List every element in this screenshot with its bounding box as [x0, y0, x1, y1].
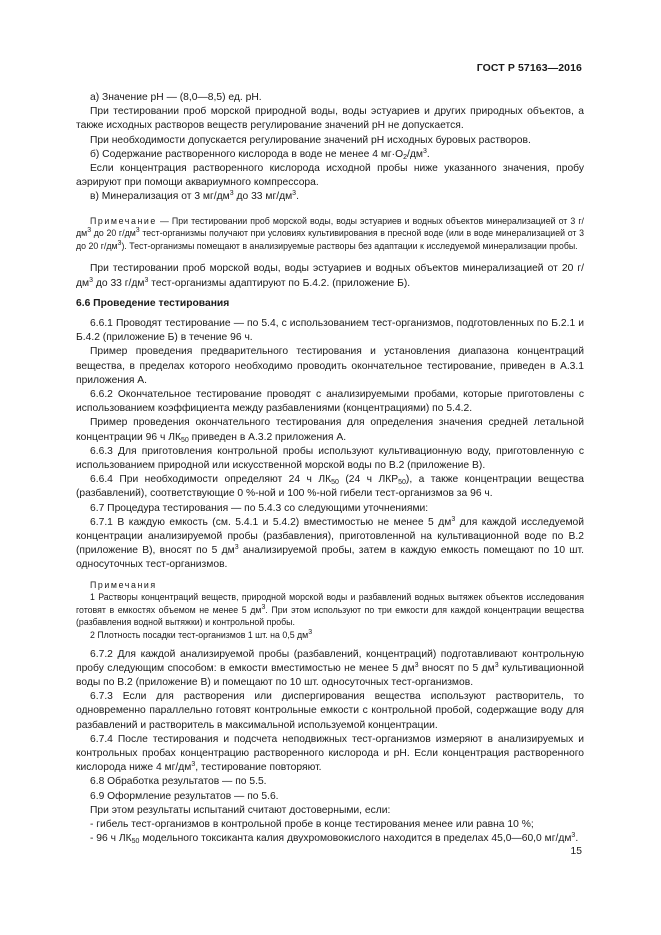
paragraph: При тестировании проб морской природной воды, воды эстуариев и других природных объектов, а также исходных растворов веществ регулирование значений pH не допускается.	[76, 106, 584, 132]
paragraph-6-7: 6.7 Процедура тестирования — по 5.4.3 со следующими уточнениями:	[90, 502, 429, 514]
paragraph: Пример проведения окончательного тестирования для определения значения средней летальной концентрации 96 ч $ЛК_{50}$ приведен в А.3.2 приложения А.	[76, 417, 584, 444]
notes-label: Примечания	[90, 579, 157, 590]
paragraph: При необходимости допускается регулирование значений pH исходных буровых растворов.	[90, 134, 531, 146]
list-item: - гибель тест-организмов в контрольной пробе в конце тестирования менее или равна 10 %;	[90, 819, 534, 831]
paragraph-oxygen: б) Содержание растворенного кислорода в воде не менее 4 $мг\cdot O_2/дм^3$.	[90, 147, 430, 161]
note-block: Примечание — При тестировании проб морской воды, воды эстуариев и водных объектов минерализацией от 3 $г/дм^3$ до 20 $г/дм^3$ тест-организмы получают при условиях культивирования в пресной воде (или в воде минерализацией от 3 до 20 $г/дм^3$). Тест-организмы помещают в анализируемые растворы без адаптации к исследуемой минерализации пробы.	[76, 215, 584, 251]
paragraph-6-8: 6.8 Обработка результатов — по 5.5.	[90, 776, 267, 788]
paragraph-6-6-2: 6.6.2 Окончательное тестирование проводят с анализируемыми пробами, которые приготовлены с использованием коэффициента между разбавлениями (концентрациями) по 5.4.2.	[76, 389, 584, 415]
paragraph-6-7-1: 6.7.1 В каждую емкость (см. 5.4.1 и 5.4.2) вместимостью не менее 5 $дм^3$ для каждой исследуемой концентрации анализируемой пробы (разбавления), приготовленной на культивационной воде по В.2 (приложение В), вносят по 5 $дм^3$ анализируемой пробы, затем в каждую емкость помещают по 10 шт. односуточных тест-организмов.	[76, 515, 584, 571]
paragraph-6-6-3: 6.6.3 Для приготовления контрольной пробы используют культивационную воду, приготовленную с использованием природной или искусственной морской воды по В.2 (приложение В).	[76, 445, 584, 472]
paragraph-6-6-4: 6.6.4 При необходимости определяют 24 ч $ЛК_{50}$ (24 ч $ЛКР_{50}$), а также концентрации вещества (разбавлений), соответствующие 0 %-ной и 100 %-ной гибели тест-организмов за 96 ч.	[76, 474, 585, 500]
note-item-1: 1 Растворы концентраций веществ, природной морской воды и разбавлений водных вытяжек объектов исследования готовят в емкостях объемом не менее 5 $дм^3$. При этом используют по три емкости для каждой концентрации вещества (разбавления водной вытяжки) и контрольной пробы.	[76, 592, 584, 628]
paragraph-6-9: 6.9 Оформление результатов — по 5.6.	[90, 790, 279, 802]
list-item: - 96 ч $ЛК_{50}$ модельного токсиканта калия двухромовокислого находится в пределах 45,0—60,0 $мг/дм^3$.	[90, 832, 579, 846]
page-content	[76, 91, 584, 846]
paragraph-ph-value: а) Значение pH — (8,0—8,5) ед. pH.	[90, 92, 262, 103]
paragraph: Если концентрация растворенного кислорода исходной пробы ниже указанного значения, пробу аэрируют при помощи аквариумного компрессора.	[76, 163, 584, 189]
paragraph-6-7-4: 6.7.4 После тестирования и подсчета неподвижных тест-организмов измеряют в анализируемых и контрольных пробах концентрацию растворенного кислорода и pH. Если концентрация растворенного кислорода ниже 4 $мг/дм^3$, тестирование повторяют.	[76, 733, 584, 774]
page-number: 15	[570, 846, 582, 857]
paragraph-6-7-3: 6.7.3 Если для растворения или диспергирования вещества используют растворитель, то одновременно параллельно готовят контрольные емкости с контрольной пробой, содержащие воду для разбавлений и растворитель в максимальной используемой концентрации.	[76, 691, 584, 731]
paragraph-6-6-1: 6.6.1 Проводят тестирование — по 5.4, с использованием тест-организмов, подготовленных по Б.2.1 и Б.4.2 (приложение Б) в течение 96 ч.	[76, 318, 584, 344]
paragraph: При этом результаты испытаний считают достоверными, если:	[90, 804, 391, 816]
section-heading-6-6: 6.6 Проведение тестирования	[76, 297, 230, 309]
paragraph-adaptation: При тестировании проб морской воды, воды эстуариев и водных объектов минерализацией от 20 $г/дм^3$ до 33 $г/дм^3$ тест-организмы адаптируют по Б.4.2. (приложение Б).	[76, 263, 584, 289]
document-code-header: ГОСТ Р 57163—2016	[476, 62, 582, 74]
note-label: Примечание	[90, 215, 157, 226]
note-item-2: 2 Плотность посадки тест-организмов 1 шт. на 0,5 $дм^3$	[90, 629, 313, 641]
paragraph-6-7-2: 6.7.2 Для каждой анализируемой пробы (разбавлений, концентраций) подготавливают контрольную пробу следующим способом: в емкости вместимостью не менее 5 $дм^3$ вносят по 5 $дм^3$ культивационной воды по В.2 (приложение В) и помещают по 10 шт. односуточных тест-организмов.	[76, 648, 585, 689]
paragraph-mineralization: в) Минерализация от 3 $мг/дм^3$ до 33 $мг/дм^3$.	[90, 190, 299, 203]
paragraph: Пример проведения предварительного тестирования и установления диапазона концентраций вещества, в пределах которого необходимо проводить окончательное тестирование, приведен в А.3.1 приложения А.	[76, 346, 584, 386]
notes-block	[76, 579, 584, 642]
